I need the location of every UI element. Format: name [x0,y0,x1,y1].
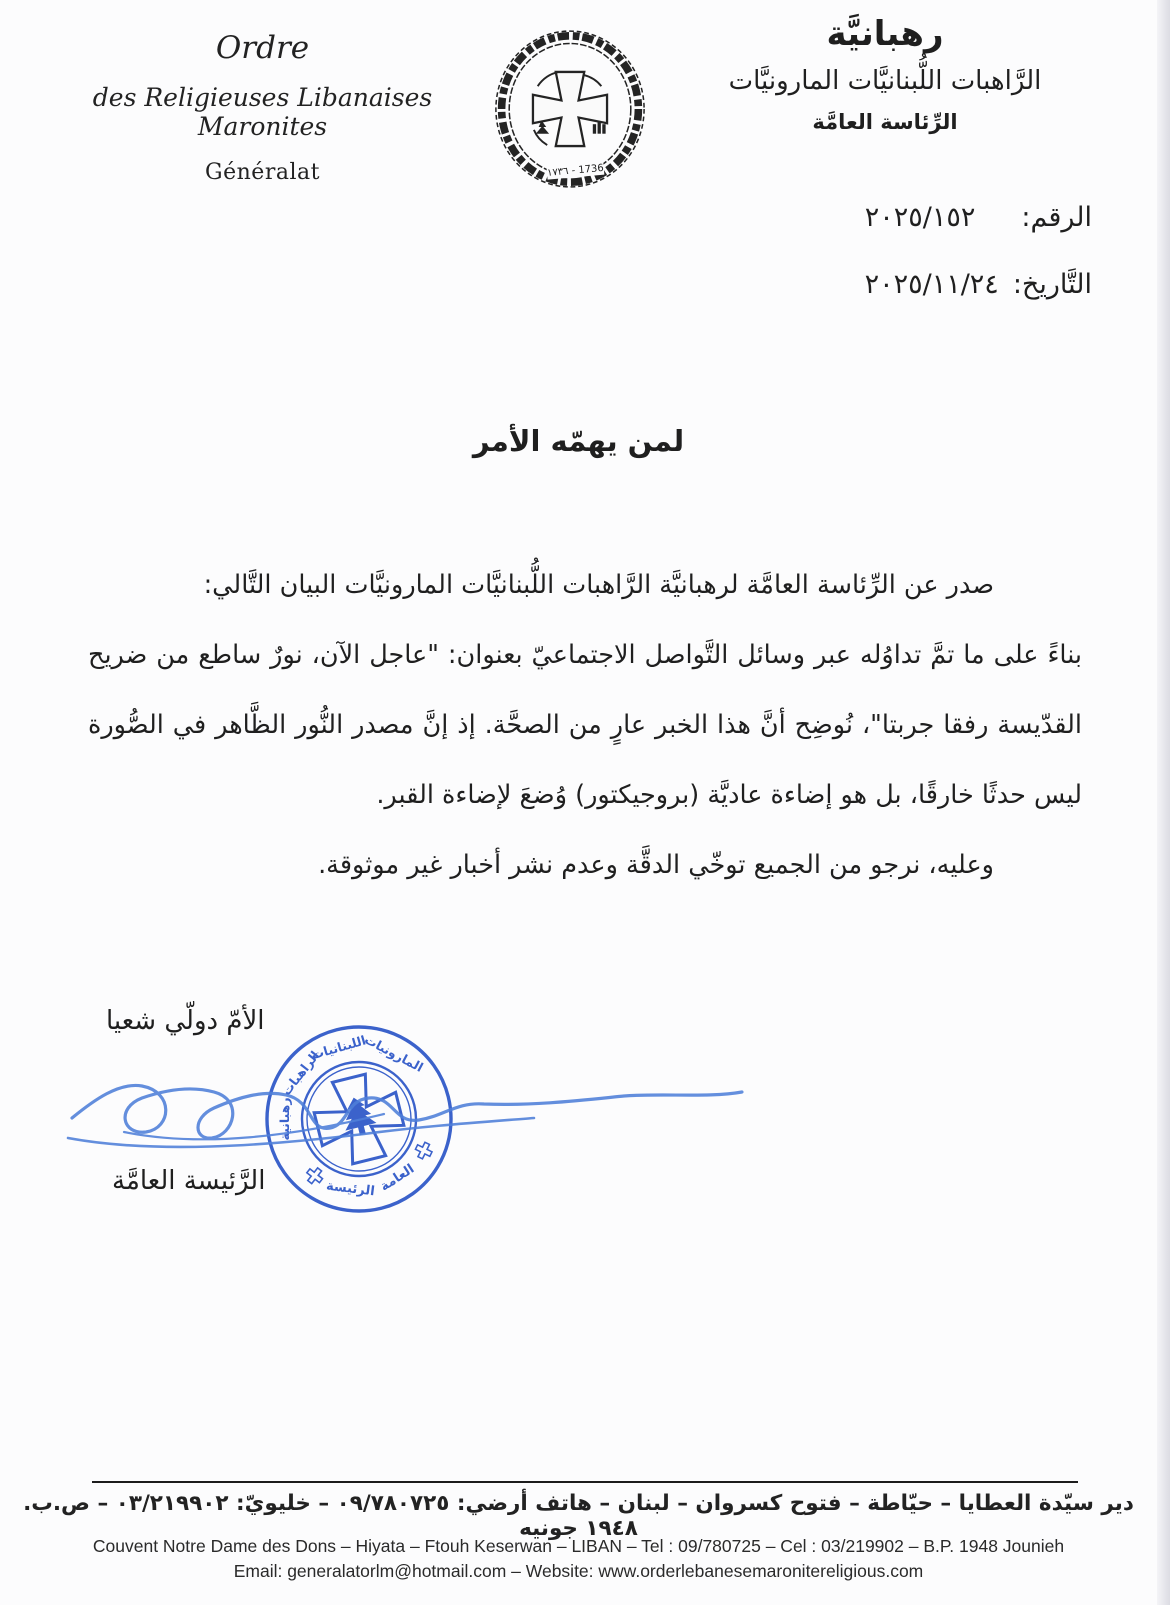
body-paragraph-1: صدر عن الرِّئاسة العامَّة لرهبانيَّة الرَّاهبات اللُّبنانيَّات المارونيَّات البيان التَّالي: [203,570,994,600]
stamp-arc-word: اللبنانيات [309,1032,368,1063]
stamp-arc-word: الرئيسة [325,1178,376,1200]
order-subname-fr: des Religieuses Libanaises Maronites [92,83,433,141]
number-label: الرقم: [1021,202,1092,233]
seal-cross-icon [533,72,607,146]
order-seal-icon [494,28,646,190]
footer-address-arabic: دير سيّدة العطايا – حيّاطة – فتوح كسروان – لبنان – هاتف أرضي: ٠٩/٧٨٠٧٢٥ – خليويّ: ٠٣/٢١٩٩٠٢ – ص.ب. ١٩٤٨ جونيه [23,1491,1134,1541]
order-name-ar-1: رهبانيَّة [826,14,944,54]
signatory-name: الأمّ دولّي شعيا [106,1006,265,1036]
scan-edge-shadow [1157,0,1170,1605]
letter-body [88,550,1082,900]
order-name-ar-2: الرَّاهبات اللُّبنانيَّات المارونيَّات [728,66,1042,96]
date-label: التَّاريخ: [1012,269,1092,300]
handwritten-signature [64,1040,764,1160]
footer-contact-line: Email: generalatorlm@hotmail.com – Website: www.orderlebanesemaronitereligious.com [233,1561,924,1581]
order-name-fr: Ordre [215,30,310,66]
stamp-arc-word: الراهبات [278,1047,323,1099]
body-paragraph-2: بناءً على ما تمَّ تداوُله عبر وسائل التَّواصل الاجتماعيّ بعنوان: "عاجل الآن، نورٌ ساطع من ضريح القدّيسة رفقا جربتا"، نُوضِح أنَّ هذا الخبر عارٍ من الصحَّة. إذ إنَّ مصدر النُّور الظَّاهر في الصُّورة ليس حدثًا خارقًا، بل هو إضاءة عاديَّة (بروجيكتور) وُضعَ لإضاءة القبر. [88,640,1082,810]
seal-year-text: ١٧٣٦ - 1736 [546,162,605,179]
letter-subject: لمن يهمّه الأمر [472,424,685,458]
footer-address-french: Couvent Notre Dame des Dons – Hiyata – Ftouh Keserwan – LIBAN – Tel : 09/780725 – Cel : 03/219902 – B.P. 1948 Jounieh [92,1536,1065,1556]
stamp-arc-word: رهبانية [277,1097,292,1141]
header-arabic-block [688,14,1082,134]
generalate-label-ar: الرِّئاسة العامَّة [812,110,958,134]
date-value: ٢٠٢٥/١١/٢٤ [864,269,999,300]
footer-divider [92,1481,1078,1483]
stamp-cross-separator-icon [303,1165,325,1187]
stamp-arc-word: المارونيات [362,1031,426,1075]
number-value: ٢٠٢٥/١٥٢ [864,202,976,233]
signatory-title: الرَّئيسة العامَّة [112,1166,266,1196]
generalat-label: Généralat [205,160,320,185]
stamp-arc-word: العامة [377,1161,418,1195]
letter-meta [865,202,1092,300]
body-paragraph-3: وعليه، نرجو من الجميع توخّي الدقَّة وعدم نشر أخبار غير موثوقة. [318,850,994,880]
header-french-block [55,30,470,185]
